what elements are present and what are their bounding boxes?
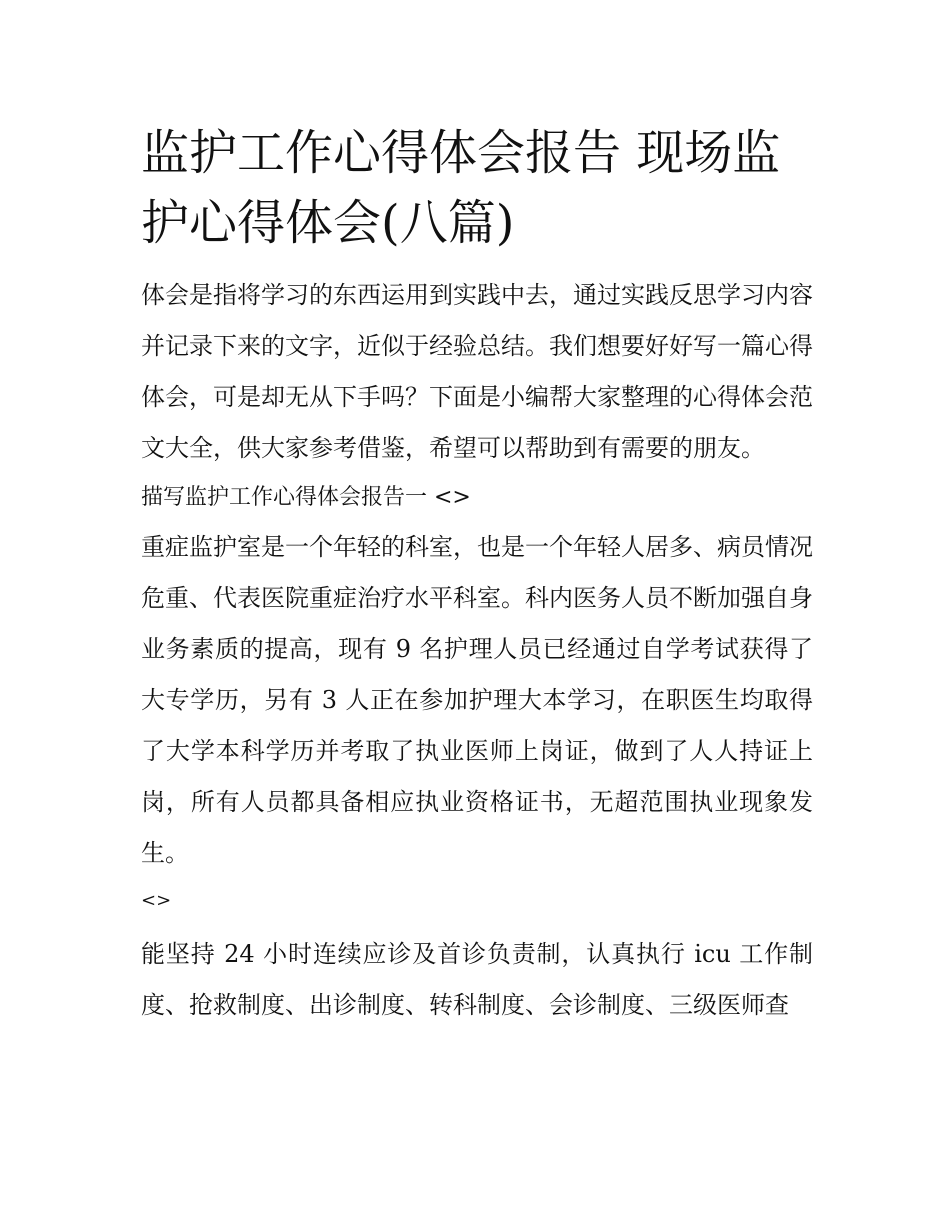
intro-paragraph: 体会是指将学习的东西运用到实践中去，通过实践反思学习内容并记录下来的文字，近似于经验总结。我们想要好好写一篇心得体会，可是却无从下手吗？下面是小编帮大家整理的心得体会范文大全，供大家参考借鉴，希望可以帮助到有需要的朋友。 (141, 281, 813, 462)
section-marker: <> (141, 890, 172, 911)
document-page (141, 118, 813, 1031)
section-paragraph-2: 能坚持 24 小时连续应诊及首诊负责制，认真执行 icu 工作制度、抢救制度、出诊制度、转科制度、会诊制度、三级医师查 (141, 940, 813, 1019)
section-paragraph-1: 重症监护室是一个年轻的科室，也是一个年轻人居多、病员情况危重、代表医院重症治疗水平科室。科内医务人员不断加强自身业务素质的提高，现有 9 名护理人员已经通过自学考试获得了大专学历，另有 3 人正在参加护理大本学习，在职医生均取得了大学本科学历并考取了执业医师上岗证，做到了人人持证上岗，所有人员都具备相应执业资格证书，无超范围执业现象发生。 (141, 533, 813, 867)
document-title: 监护工作心得体会报告 现场监护心得体会(八篇) (141, 125, 781, 251)
section-heading: 描写监护工作心得体会报告一 <> (141, 485, 471, 510)
